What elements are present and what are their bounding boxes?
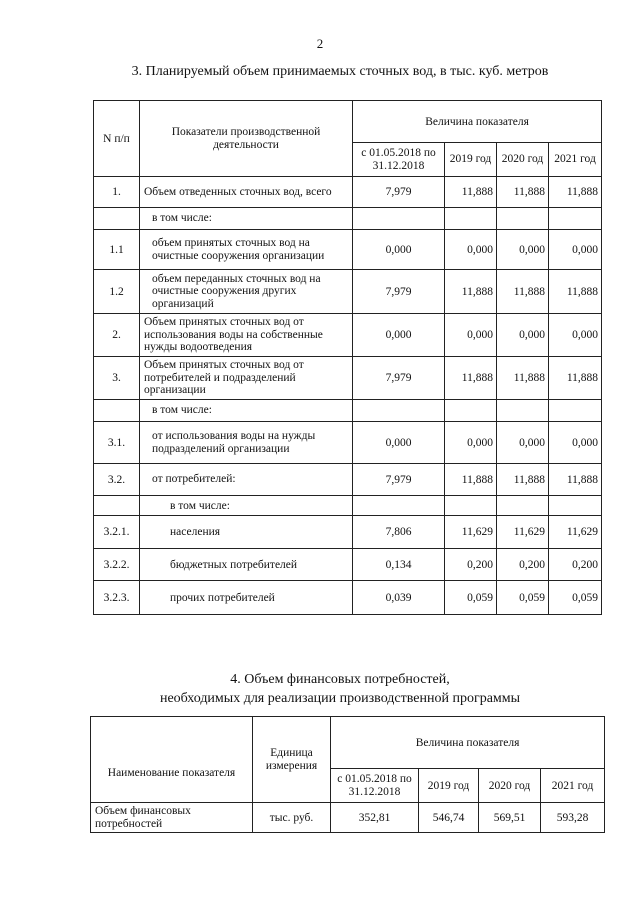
row-number: 1.2 (94, 270, 140, 314)
row-value: 546,74 (419, 803, 479, 833)
row-value: 7,979 (353, 270, 445, 314)
row-label: Объем отведенных сточных вод, всего (140, 177, 353, 208)
row-value: 0,000 (497, 314, 549, 357)
row-value: 11,888 (445, 464, 497, 496)
row-value: 11,888 (549, 177, 602, 208)
row-unit: тыс. руб. (253, 803, 331, 833)
header-name: Наименование показателя (91, 717, 253, 803)
row-value: 11,888 (445, 357, 497, 400)
row-number (94, 400, 140, 422)
table-row (94, 516, 602, 549)
row-number: 3.2.3. (94, 581, 140, 615)
table-row (94, 496, 602, 516)
row-label: объем переданных сточных вод на очистные сооружения других организаций (140, 270, 353, 314)
row-value (549, 400, 602, 422)
row-value: 11,629 (445, 516, 497, 549)
row-value: 11,888 (497, 177, 549, 208)
table-row (94, 177, 602, 208)
row-value: 0,059 (549, 581, 602, 615)
header-period: 2019 год (445, 143, 497, 177)
row-value: 0,000 (497, 422, 549, 464)
row-value: 0,134 (353, 549, 445, 581)
row-label: в том числе: (140, 400, 353, 422)
row-value: 11,888 (497, 357, 549, 400)
section3-title: 3. Планируемый объем принимаемых сточных вод, в тыс. куб. метров (131, 64, 549, 79)
header-unit: Единица измерения (253, 717, 331, 803)
row-label: объем принятых сточных вод на очистные сооружения организации (140, 230, 353, 270)
row-value (497, 208, 549, 230)
row-value: 11,888 (497, 464, 549, 496)
row-value (497, 400, 549, 422)
row-value: 11,888 (549, 464, 602, 496)
row-value (353, 496, 445, 516)
row-value (445, 208, 497, 230)
page-number: 2 (316, 36, 324, 51)
row-value: 593,28 (541, 803, 605, 833)
row-value: 0,000 (549, 422, 602, 464)
row-number: 1. (94, 177, 140, 208)
row-label: в том числе: (140, 496, 353, 516)
row-value: 0,200 (445, 549, 497, 581)
row-value (497, 496, 549, 516)
row-number: 3.2. (94, 464, 140, 496)
row-value: 0,059 (445, 581, 497, 615)
header-period: с 01.05.2018 по 31.12.2018 (353, 143, 445, 177)
row-value: 7,979 (353, 357, 445, 400)
row-number: 2. (94, 314, 140, 357)
table-row (94, 422, 602, 464)
row-number: 3. (94, 357, 140, 400)
header-period: 2020 год (497, 143, 549, 177)
row-value: 0,000 (445, 230, 497, 270)
row-label: Объем принятых сточных вод от потребителей и подразделений организации (140, 357, 353, 400)
header-value-group: Величина показателя (331, 717, 605, 769)
row-number (94, 496, 140, 516)
table-row (94, 400, 602, 422)
financial-needs-table (90, 716, 605, 833)
row-label: бюджетных потребителей (140, 549, 353, 581)
row-number: 3.2.1. (94, 516, 140, 549)
row-value: 11,888 (445, 270, 497, 314)
header-num: N п/п (94, 101, 140, 177)
row-value (445, 400, 497, 422)
header-period: 2021 год (549, 143, 602, 177)
row-label: прочих потребителей (140, 581, 353, 615)
table-row (94, 270, 602, 314)
row-value: 0,039 (353, 581, 445, 615)
row-value: 11,888 (445, 177, 497, 208)
row-label: Объем принятых сточных вод от использования воды на собственные нужды водоотведения (140, 314, 353, 357)
row-value: 11,629 (549, 516, 602, 549)
row-value: 352,81 (331, 803, 419, 833)
row-label: в том числе: (140, 208, 353, 230)
table-row (94, 314, 602, 357)
row-value: 0,000 (549, 230, 602, 270)
row-label: от использования воды на нужды подразделений организации (140, 422, 353, 464)
section4-title-line2: необходимых для реализации производственной программы (159, 691, 521, 706)
table-row (94, 464, 602, 496)
row-value: 0,000 (353, 230, 445, 270)
row-value: 0,200 (549, 549, 602, 581)
header-period: с 01.05.2018 по 31.12.2018 (331, 769, 419, 803)
row-value: 0,000 (549, 314, 602, 357)
row-number (94, 208, 140, 230)
row-value (549, 208, 602, 230)
row-value: 7,979 (353, 177, 445, 208)
header-period: 2019 год (419, 769, 479, 803)
row-value: 11,888 (549, 357, 602, 400)
row-value: 11,629 (497, 516, 549, 549)
header-period: 2020 год (479, 769, 541, 803)
row-value (353, 208, 445, 230)
row-value: 0,200 (497, 549, 549, 581)
section4-title-line1: 4. Объем финансовых потребностей, (230, 672, 450, 687)
row-value: 0,000 (497, 230, 549, 270)
wastewater-volume-table (93, 100, 602, 615)
row-value: 0,059 (497, 581, 549, 615)
table-row (91, 803, 605, 833)
row-label: населения (140, 516, 353, 549)
row-value: 0,000 (353, 314, 445, 357)
row-value: 7,979 (353, 464, 445, 496)
row-value: 569,51 (479, 803, 541, 833)
table-row (94, 357, 602, 400)
row-value (549, 496, 602, 516)
row-value: 0,000 (445, 422, 497, 464)
row-number: 3.1. (94, 422, 140, 464)
row-value: 11,888 (549, 270, 602, 314)
row-number: 1.1 (94, 230, 140, 270)
row-value (353, 400, 445, 422)
row-value: 0,000 (445, 314, 497, 357)
table-row (94, 230, 602, 270)
row-label: от потребителей: (140, 464, 353, 496)
row-label: Объем финансовых потребностей (91, 803, 253, 833)
header-period: 2021 год (541, 769, 605, 803)
row-value: 7,806 (353, 516, 445, 549)
table-row (94, 549, 602, 581)
header-indicator: Показатели производственной деятельности (140, 101, 353, 177)
table-row (94, 581, 602, 615)
header-value-group: Величина показателя (353, 101, 602, 143)
row-value (445, 496, 497, 516)
row-value: 11,888 (497, 270, 549, 314)
section4-title (60, 670, 620, 708)
row-number: 3.2.2. (94, 549, 140, 581)
table-row (94, 208, 602, 230)
row-value: 0,000 (353, 422, 445, 464)
